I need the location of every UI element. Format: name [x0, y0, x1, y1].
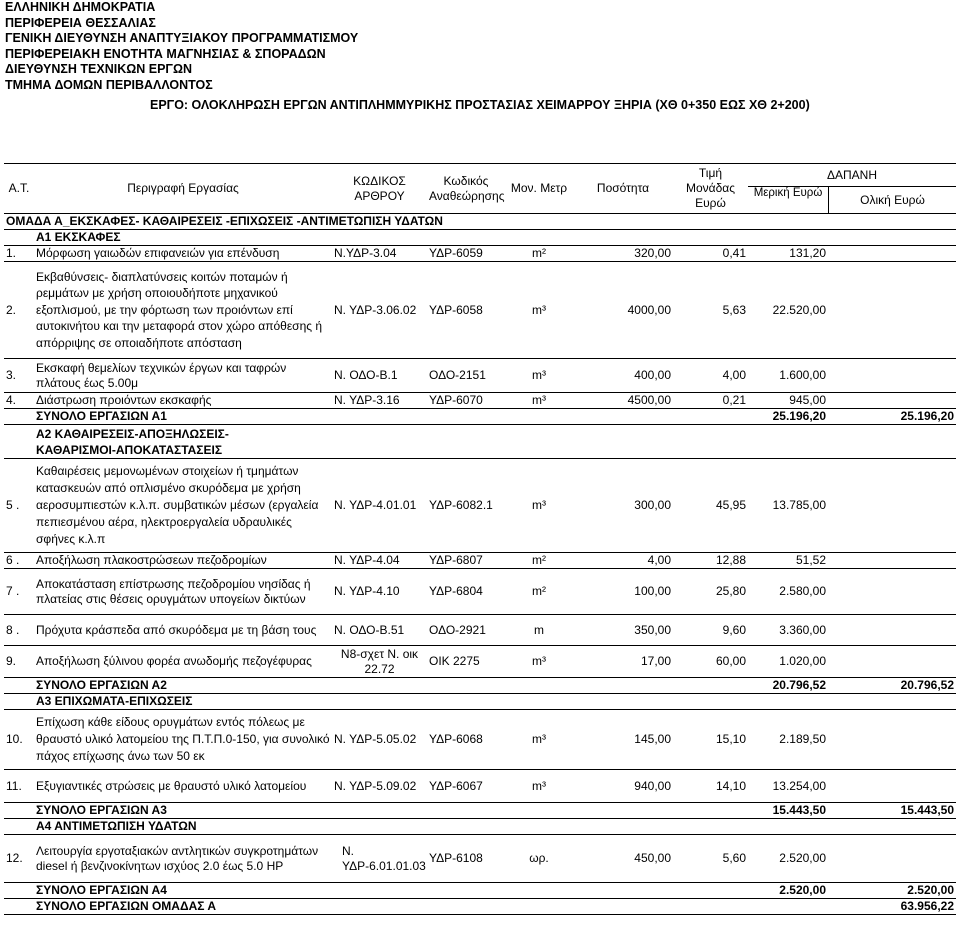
item-no: 4. [4, 393, 34, 409]
item-no: 12. [4, 835, 34, 883]
item-partial: 945,00 [748, 393, 828, 409]
document-header [5, 0, 905, 113]
section-title-row [4, 819, 956, 835]
item-unit: m³ [505, 459, 573, 553]
section-title [34, 425, 956, 459]
grand-total-row [4, 899, 956, 915]
item-unit: m² [505, 553, 573, 569]
item-unit: m² [505, 569, 573, 615]
table-row [4, 393, 956, 409]
table-row [4, 359, 956, 393]
item-unit: m³ [505, 262, 573, 359]
section-title: Α1 ΕΚΣΚΑΦΕΣ [34, 230, 956, 246]
col-cost-group [748, 164, 956, 214]
item-price: 60,00 [673, 646, 748, 678]
table-row [4, 646, 956, 678]
item-partial: 22.520,00 [748, 262, 828, 359]
item-desc: Διάστρωση προιόντων εκσκαφής [34, 393, 332, 409]
section-total-row [4, 678, 956, 694]
item-unit: m² [505, 246, 573, 262]
header-line: ΔΙΕΥΘΥΝΣΗ ΤΕΧΝΙΚΩΝ ΕΡΓΩΝ [5, 62, 192, 77]
item-price: 15,10 [673, 710, 748, 770]
item-code: Ν.ΥΔΡ-3.04 [332, 246, 427, 262]
item-qty: 17,00 [573, 646, 673, 678]
item-price: 0,21 [673, 393, 748, 409]
item-code: Ν. ΥΔΡ-6.01.01.03 [332, 835, 427, 883]
item-no: 10. [4, 710, 34, 770]
section-title-text: Α2 ΚΑΘΑΙΡΕΣΕΙΣ-ΑΠΟΞΗΛΩΣΕΙΣ-ΚΑΘΑΡΙΣΜΟΙ-ΑΠΟΚΑΤΑΣΤΑΣΕΙΣ [36, 426, 229, 457]
item-desc: Εκβαθύνσεις- διαπλατύνσεις κοιτών ποταμών ή ρεμμάτων με χρήση οποιουδήποτε μηχανικού εξοπλισμού, με την φόρτωση των προιόντων επί αυτοκινήτου και την μεταφορά στον χώρο απόθεσης ή απόρριψης σε οποιαδήποτε απόσταση [34, 262, 332, 359]
section-title-row [4, 694, 956, 710]
col-total: Ολική Ευρώ [828, 187, 956, 213]
item-rev: ΥΔΡ-6058 [427, 262, 505, 359]
item-unit: m³ [505, 359, 573, 393]
table-row [4, 770, 956, 803]
item-desc: Αποκατάσταση επίστρωσης πεζοδρομίου νησίδας ή πλατείας στις θέσεις ορυγμάτων υπογείων δικτύων [34, 569, 332, 615]
item-partial: 131,20 [748, 246, 828, 262]
table-row [4, 710, 956, 770]
item-code: Ν. ΥΔΡ-3.06.02 [332, 262, 427, 359]
section-total-total: 2.520,00 [828, 883, 956, 899]
section-total-partial: 2.520,00 [748, 883, 828, 899]
item-no: 6 . [4, 553, 34, 569]
item-unit: m³ [505, 770, 573, 803]
item-desc: Πρόχυτα κράσπεδα από σκυρόδεμα με τη βάση τους [34, 615, 332, 646]
table-row [4, 569, 956, 615]
item-desc: Αποξήλωση πλακοστρώσεων πεζοδρομίων [34, 553, 332, 569]
item-unit: ωρ. [505, 835, 573, 883]
item-rev: ΥΔΡ-6067 [427, 770, 505, 803]
table-row [4, 459, 956, 553]
col-unit-price: Τιμή Μονάδας Ευρώ [673, 164, 748, 214]
item-unit: m³ [505, 710, 573, 770]
item-no: 7 . [4, 569, 34, 615]
item-code: Ν. ΟΔΟ-Β.51 [332, 615, 427, 646]
item-no: 2. [4, 262, 34, 359]
section-total-row [4, 803, 956, 819]
item-rev: ΥΔΡ-6059 [427, 246, 505, 262]
header-line: ΠΕΡΙΦΕΡΕΙΑ ΘΕΣΣΑΛΙΑΣ [5, 15, 156, 30]
table-row [4, 835, 956, 883]
item-desc: Μόρφωση γαιωδών επιφανειών για επένδυση [34, 246, 332, 262]
item-unit: m³ [505, 393, 573, 409]
header-line: ΠΕΡΙΦΕΡΕΙΑΚΗ ΕΝΟΤΗΤΑ ΜΑΓΝΗΣΙΑΣ & ΣΠΟΡΑΔΩΝ [5, 46, 326, 61]
item-partial: 51,52 [748, 553, 828, 569]
item-qty: 145,00 [573, 710, 673, 770]
item-qty: 4000,00 [573, 262, 673, 359]
item-desc: Λειτουργία εργοταξιακών αντλητικών συγκροτημάτων diesel ή βενζινοκίνητων ισχύος 2.0 έως 5.0 HP [34, 835, 332, 883]
item-no: 11. [4, 770, 34, 803]
item-qty: 4,00 [573, 553, 673, 569]
item-rev: ΥΔΡ-6807 [427, 553, 505, 569]
item-qty: 4500,00 [573, 393, 673, 409]
col-qty: Ποσότητα [573, 164, 673, 214]
section-title: Α4 ΑΝΤΙΜΕΤΩΠΙΣΗ ΥΔΑΤΩΝ [34, 819, 956, 835]
item-qty: 300,00 [573, 459, 673, 553]
item-qty: 450,00 [573, 835, 673, 883]
item-unit: m [505, 615, 573, 646]
col-desc: Περιγραφή Εργασίας [34, 164, 332, 214]
section-title-row [4, 230, 956, 246]
section-total-row [4, 883, 956, 899]
item-code: Ν. ΥΔΡ-4.10 [332, 569, 427, 615]
section-title: Α3 ΕΠΙΧΩΜΑΤΑ-ΕΠΙΧΩΣΕΙΣ [34, 694, 956, 710]
item-partial: 13.785,00 [748, 459, 828, 553]
item-price: 5,60 [673, 835, 748, 883]
header-line: ΕΛΛΗΝΙΚΗ ΔΗΜΟΚΡΑΤΙΑ [5, 0, 156, 14]
item-rev: ΥΔΡ-6082.1 [427, 459, 505, 553]
item-partial: 13.254,00 [748, 770, 828, 803]
item-code: Ν. ΥΔΡ-3.16 [332, 393, 427, 409]
item-desc: Εξυγιαντικές στρώσεις με θραυστό υλικό λατομείου [34, 770, 332, 803]
item-desc: Αποξήλωση ξύλινου φορέα ανωδομής πεζογέφυρας [34, 646, 332, 678]
item-code: Ν. ΥΔΡ-4.04 [332, 553, 427, 569]
item-no: 8 . [4, 615, 34, 646]
item-desc: Καθαιρέσεις μεμονωμένων στοιχείων ή τμημάτων κατασκευών από οπλισμένο σκυρόδεμα με χρήση αεροσυμπιεστών κ.λ.π. συμβατικών μέσων (εργαλεία πεπιεσμένου αέρα, ηλεκτροεργαλεία υδραυλικές σφήνες κ.λ.π [34, 459, 332, 553]
item-price: 45,95 [673, 459, 748, 553]
budget-table [4, 163, 956, 915]
item-partial: 2.520,00 [748, 835, 828, 883]
item-rev: ΟΙΚ 2275 [427, 646, 505, 678]
grand-total-label: ΣΥΝΟΛΟ ΕΡΓΑΣΙΩΝ ΟΜΑΔΑΣ Α [34, 899, 828, 915]
section-total-label: ΣΥΝΟΛΟ ΕΡΓΑΣΙΩΝ Α1 [34, 409, 748, 425]
item-price: 14,10 [673, 770, 748, 803]
group-title-row [4, 214, 956, 230]
item-desc: Επίχωση κάθε είδους ορυγμάτων εντός πόλεως με θραυστό υλικό λατομείου της Π.Τ.Π.0-150, για συνολικό πάχος επίχωσης άνω των 50 εκ [34, 710, 332, 770]
col-rev-code: Κωδικός Αναθεώρησης [427, 164, 505, 214]
header-line: ΤΜΗΜΑ ΔΟΜΩΝ ΠΕΡΙΒΑΛΛΟΝΤΟΣ [5, 77, 213, 92]
table-row [4, 262, 956, 359]
item-price: 5,63 [673, 262, 748, 359]
col-at: Α.Τ. [4, 164, 34, 214]
item-qty: 320,00 [573, 246, 673, 262]
section-total-label: ΣΥΝΟΛΟ ΕΡΓΑΣΙΩΝ Α3 [34, 803, 748, 819]
item-price: 12,88 [673, 553, 748, 569]
item-price: 4,00 [673, 359, 748, 393]
item-code: Ν. ΟΔΟ-Β.1 [332, 359, 427, 393]
section-total-partial: 25.196,20 [748, 409, 828, 425]
item-rev: ΟΔΟ-2151 [427, 359, 505, 393]
item-code: Ν. ΥΔΡ-5.09.02 [332, 770, 427, 803]
item-rev: ΥΔΡ-6108 [427, 835, 505, 883]
table-row [4, 615, 956, 646]
item-code: Ν. ΥΔΡ-4.01.01 [332, 459, 427, 553]
grand-total-value: 63.956,22 [828, 899, 956, 915]
item-partial: 2.580,00 [748, 569, 828, 615]
item-code: Ν. ΥΔΡ-5.05.02 [332, 710, 427, 770]
section-total-partial: 15.443,50 [748, 803, 828, 819]
item-qty: 940,00 [573, 770, 673, 803]
item-qty: 100,00 [573, 569, 673, 615]
section-total-partial: 20.796,52 [748, 678, 828, 694]
section-total-label: ΣΥΝΟΛΟ ΕΡΓΑΣΙΩΝ Α4 [34, 883, 748, 899]
table-header-row [4, 164, 956, 214]
project-title: ΕΡΓΟ: ΟΛΟΚΛΗΡΩΣΗ ΕΡΓΩΝ ΑΝΤΙΠΛΗΜΜΥΡΙΚΗΣ ΠΡΟΣΤΑΣΙΑΣ ΧΕΙΜΑΡΡΟΥ ΞΗΡΙΑ (ΧΘ 0+350 ΕΩΣ ΧΘ 2+200) [150, 97, 810, 112]
item-rev: ΥΔΡ-6804 [427, 569, 505, 615]
section-total-label: ΣΥΝΟΛΟ ΕΡΓΑΣΙΩΝ Α2 [34, 678, 748, 694]
item-qty: 400,00 [573, 359, 673, 393]
col-partial: Μερική Ευρώ [753, 187, 823, 199]
item-no: 5 . [4, 459, 34, 553]
item-qty: 350,00 [573, 615, 673, 646]
item-partial: 1.600,00 [748, 359, 828, 393]
table-row [4, 246, 956, 262]
item-rev: ΥΔΡ-6068 [427, 710, 505, 770]
item-price: 0,41 [673, 246, 748, 262]
item-partial: 2.189,50 [748, 710, 828, 770]
item-desc: Εκσκαφή θεμελίων τεχνικών έργων και ταφρών πλάτους έως 5.00μ [34, 359, 332, 393]
section-title-row [4, 425, 956, 459]
item-rev: ΟΔΟ-2921 [427, 615, 505, 646]
item-unit: m³ [505, 646, 573, 678]
item-no: 9. [4, 646, 34, 678]
item-partial: 1.020,00 [748, 646, 828, 678]
item-rev: ΥΔΡ-6070 [427, 393, 505, 409]
item-code: Ν8-σχετ Ν. οικ 22.72 [332, 646, 427, 678]
section-total-total: 20.796,52 [828, 678, 956, 694]
item-no: 1. [4, 246, 34, 262]
col-code: ΚΩΔΙΚΟΣ ΑΡΘΡΟΥ [332, 164, 427, 214]
item-price: 9,60 [673, 615, 748, 646]
section-total-total: 25.196,20 [828, 409, 956, 425]
item-no: 3. [4, 359, 34, 393]
item-partial: 3.360,00 [748, 615, 828, 646]
section-total-total: 15.443,50 [828, 803, 956, 819]
group-title: ΟΜΑΔΑ Α_ΕΚΣΚΑΦΕΣ- ΚΑΘΑΙΡΕΣΕΙΣ -ΕΠΙΧΩΣΕΙΣ -ΑΝΤΙΜΕΤΩΠΙΣΗ ΥΔΑΤΩΝ [4, 214, 956, 230]
section-total-row [4, 409, 956, 425]
col-cost: ΔΑΠΑΝΗ [748, 164, 956, 187]
header-line: ΓΕΝΙΚΗ ΔΙΕΥΘΥΝΣΗ ΑΝΑΠΤΥΞΙΑΚΟΥ ΠΡΟΓΡΑΜΜΑΤΙΣΜΟΥ [5, 31, 359, 46]
table-row [4, 553, 956, 569]
item-price: 25,80 [673, 569, 748, 615]
col-unit: Μον. Μετρ [505, 164, 573, 214]
